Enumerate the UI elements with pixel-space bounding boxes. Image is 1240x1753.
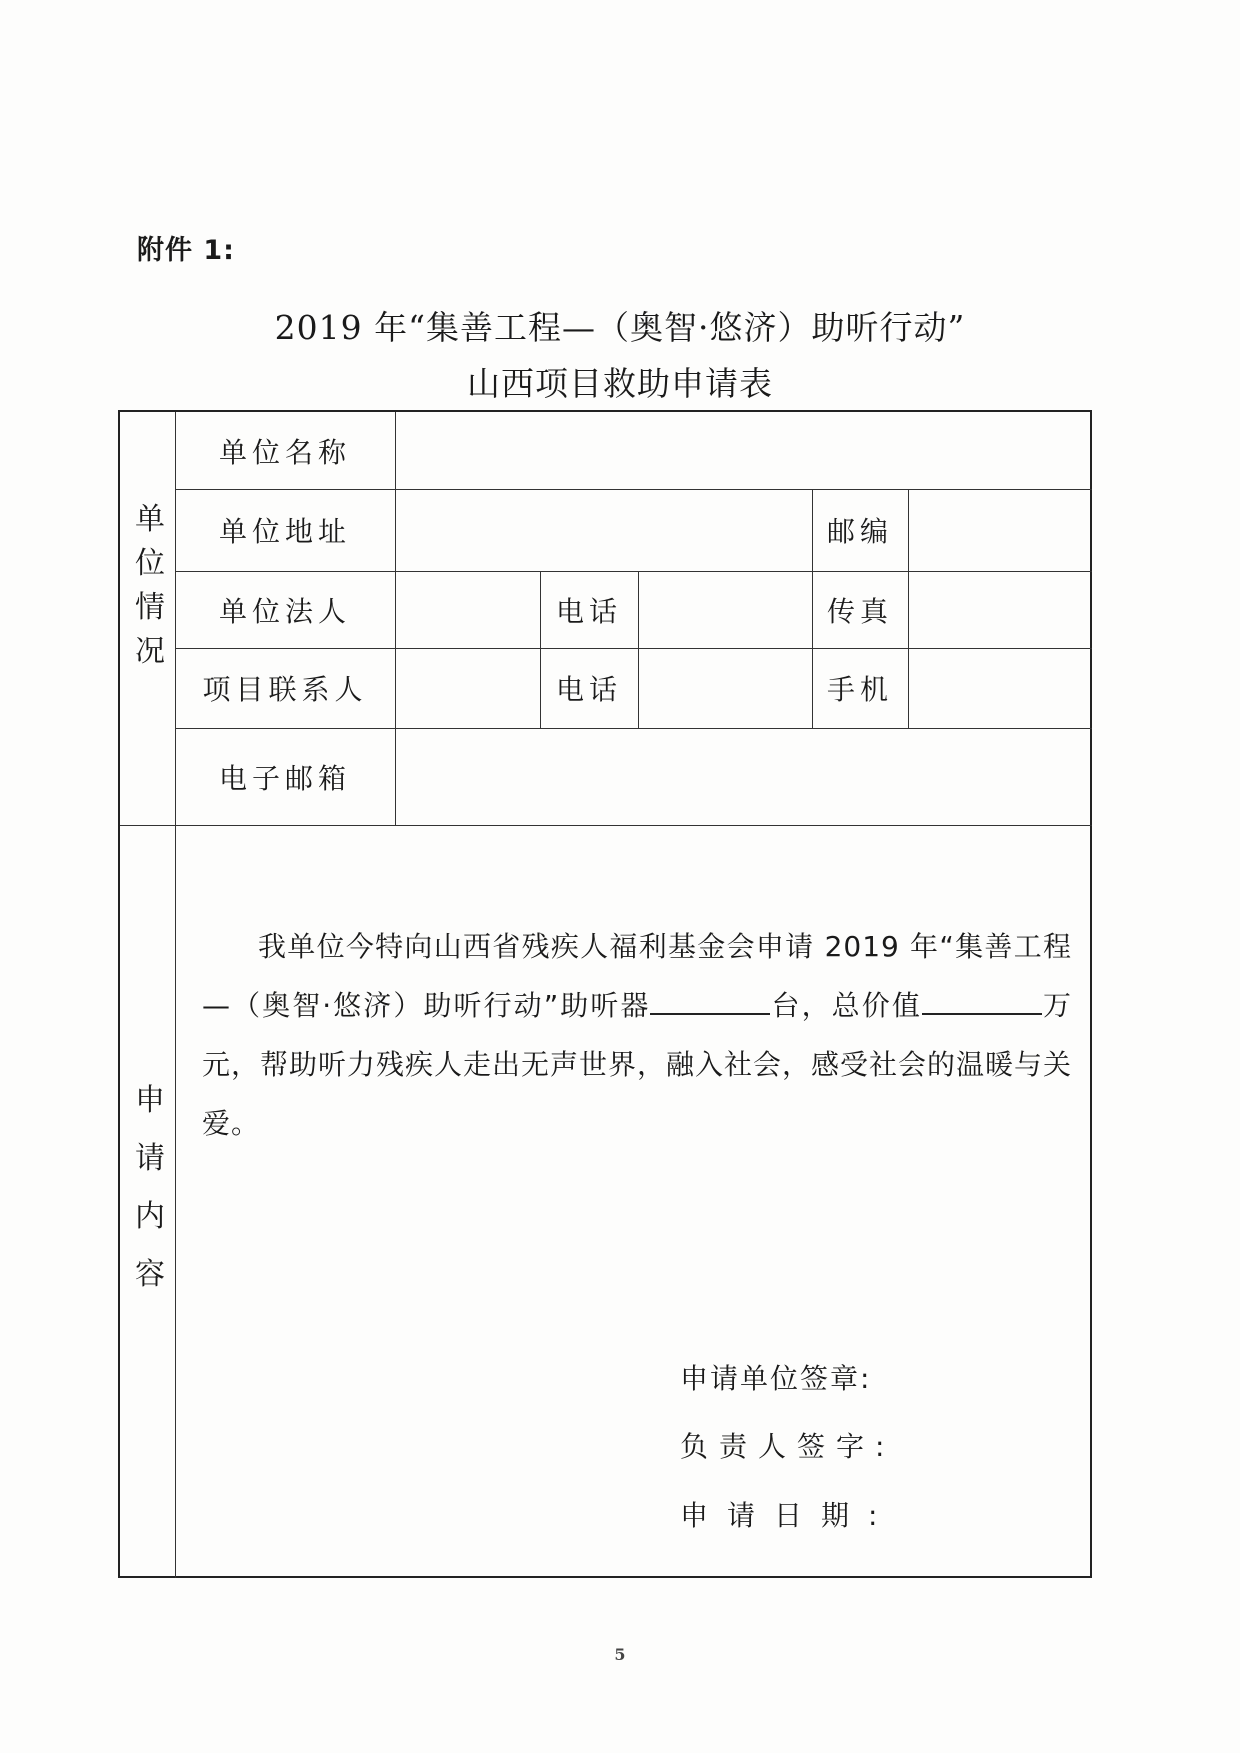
- label-mobile: 手机: [826, 673, 893, 706]
- side-char: 请: [135, 1141, 165, 1176]
- section-divider: [120, 825, 1092, 826]
- contact-person-value[interactable]: [396, 649, 540, 728]
- email-value[interactable]: [396, 729, 1092, 825]
- fax-value[interactable]: [909, 572, 1092, 648]
- postcode-value[interactable]: [909, 490, 1092, 571]
- quantity-blank[interactable]: [650, 987, 770, 1015]
- page-number: 5: [614, 1645, 626, 1664]
- label-postcode: 邮编: [826, 515, 893, 548]
- attachment-label: 附件 1:: [137, 235, 235, 266]
- application-side-label: [120, 1072, 180, 1304]
- application-form-table: [118, 410, 1092, 1578]
- side-char: 位: [135, 546, 165, 581]
- unit-address-value[interactable]: [396, 490, 812, 571]
- application-text: [202, 917, 1072, 1153]
- unit-info-side-label: [120, 498, 180, 674]
- label-fax: 传真: [826, 594, 893, 628]
- side-char: 单: [135, 502, 165, 537]
- application-text-part1: 我单位今特向山西省残疾人福利基金会申请 2019 年“集善工程—（奥智·悠济）助听行动”助听器: [202, 930, 1072, 1022]
- label-phone-2: 电话: [555, 673, 622, 706]
- mobile-value[interactable]: [909, 649, 1092, 728]
- phone-2-value[interactable]: [639, 649, 812, 728]
- form-title-line2: 山西项目救助申请表: [467, 364, 773, 403]
- side-char: 容: [135, 1257, 165, 1292]
- legal-person-value[interactable]: [396, 572, 540, 648]
- label-unit-name: 单位名称: [218, 435, 351, 469]
- label-contact-person: 项目联系人: [202, 673, 368, 706]
- application-date-label: 申请日期:: [680, 1499, 897, 1532]
- application-text-part3: 万元，帮助听力残疾人走出无声世界，融入社会，感受社会的温暖与关爱。: [202, 989, 1073, 1140]
- label-unit-address: 单位地址: [218, 515, 351, 548]
- application-text-part2: 台，总价值: [770, 989, 922, 1022]
- side-char: 情: [135, 590, 165, 625]
- side-char: 内: [135, 1199, 165, 1234]
- label-phone: 电话: [555, 594, 622, 628]
- phone-value[interactable]: [639, 572, 812, 648]
- unit-name-value[interactable]: [396, 412, 1092, 489]
- label-legal-person: 单位法人: [218, 594, 351, 628]
- form-title-line1: 2019 年“集善工程—（奥智·悠济）助听行动”: [274, 308, 966, 347]
- total-value-blank[interactable]: [922, 987, 1042, 1015]
- side-char: 申: [135, 1083, 165, 1118]
- signature-person-label: 负责人签字:: [680, 1430, 896, 1463]
- signature-seal-label: 申请单位签章:: [680, 1362, 872, 1395]
- label-email: 电子邮箱: [218, 761, 351, 795]
- side-char: 况: [135, 634, 165, 669]
